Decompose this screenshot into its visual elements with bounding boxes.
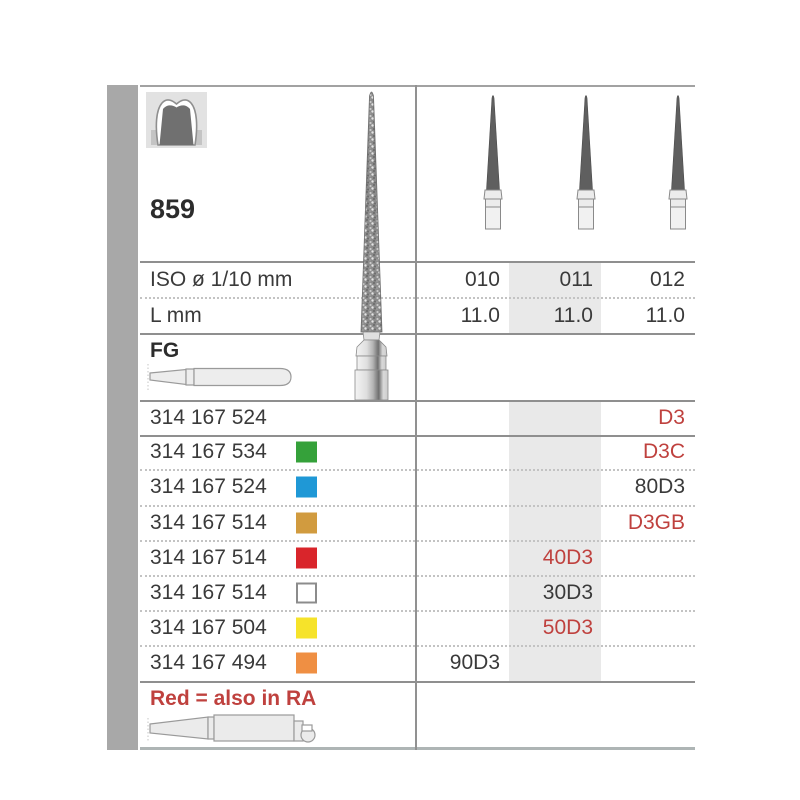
iso-value-010: 010 <box>464 268 500 291</box>
iso-value-012: 012 <box>649 268 685 291</box>
order-row <box>140 575 695 610</box>
bur-illustration-011 <box>575 90 597 230</box>
figure-number: 859 <box>150 194 196 224</box>
size-code: 50D3 <box>542 615 593 639</box>
grit-swatch-red <box>296 547 317 568</box>
order-number: 314 167 534 <box>150 440 267 463</box>
size-code: D3GB <box>627 510 685 534</box>
size-code: 40D3 <box>542 545 593 569</box>
grit-swatch-ochre <box>296 512 317 533</box>
size-code: 30D3 <box>542 580 593 604</box>
order-number: 314 167 494 <box>150 651 267 674</box>
length-value-011: 11.0 <box>553 304 593 327</box>
category-sidebar <box>107 85 138 750</box>
order-row <box>140 610 695 645</box>
iso-value-011: 011 <box>559 268 593 291</box>
bur-illustration-010 <box>482 90 504 230</box>
grit-swatch-blue <box>296 477 317 498</box>
grit-swatch-green <box>296 442 317 463</box>
order-row <box>140 400 695 435</box>
rule-iso-l <box>140 297 695 299</box>
order-number: 314 167 514 <box>150 545 267 569</box>
size-code: 80D3 <box>634 475 685 498</box>
grit-swatch-yellow <box>296 617 317 638</box>
ra-shank-illustration <box>146 712 324 750</box>
fg-shank-illustration <box>146 360 294 394</box>
bur-illustration-large <box>348 86 396 402</box>
order-number: 314 167 504 <box>150 615 267 639</box>
size-code: 90D3 <box>449 651 500 674</box>
order-number: 314 167 524 <box>150 475 267 498</box>
order-number: 314 167 514 <box>150 510 267 534</box>
length-value-010: 11.0 <box>460 304 500 327</box>
order-row <box>140 469 695 505</box>
rule-iso-top <box>140 261 695 263</box>
size-code: D3C <box>642 440 685 463</box>
order-row <box>140 505 695 540</box>
size-code: D3 <box>658 405 685 429</box>
grit-swatch-white <box>296 582 317 603</box>
grit-swatch-orange <box>296 653 317 674</box>
table-top-border <box>140 85 695 87</box>
rule-l-bottom <box>140 333 695 335</box>
order-number: 314 167 524 <box>150 405 267 429</box>
order-row <box>140 645 695 681</box>
order-row <box>140 540 695 575</box>
bur-illustration-012 <box>667 90 689 230</box>
iso-diameter-label: ISO ø 1/10 mm <box>150 268 293 291</box>
ra-availability-note: Red = also in RA <box>150 687 317 710</box>
length-value-012: 11.0 <box>645 304 685 327</box>
fg-shank-label: FG <box>150 339 180 362</box>
tooth-crown-icon <box>146 92 207 148</box>
length-label: L mm <box>150 304 202 327</box>
rule-rows-bottom <box>140 681 695 683</box>
order-number: 314 167 514 <box>150 580 267 604</box>
order-row <box>140 435 695 469</box>
